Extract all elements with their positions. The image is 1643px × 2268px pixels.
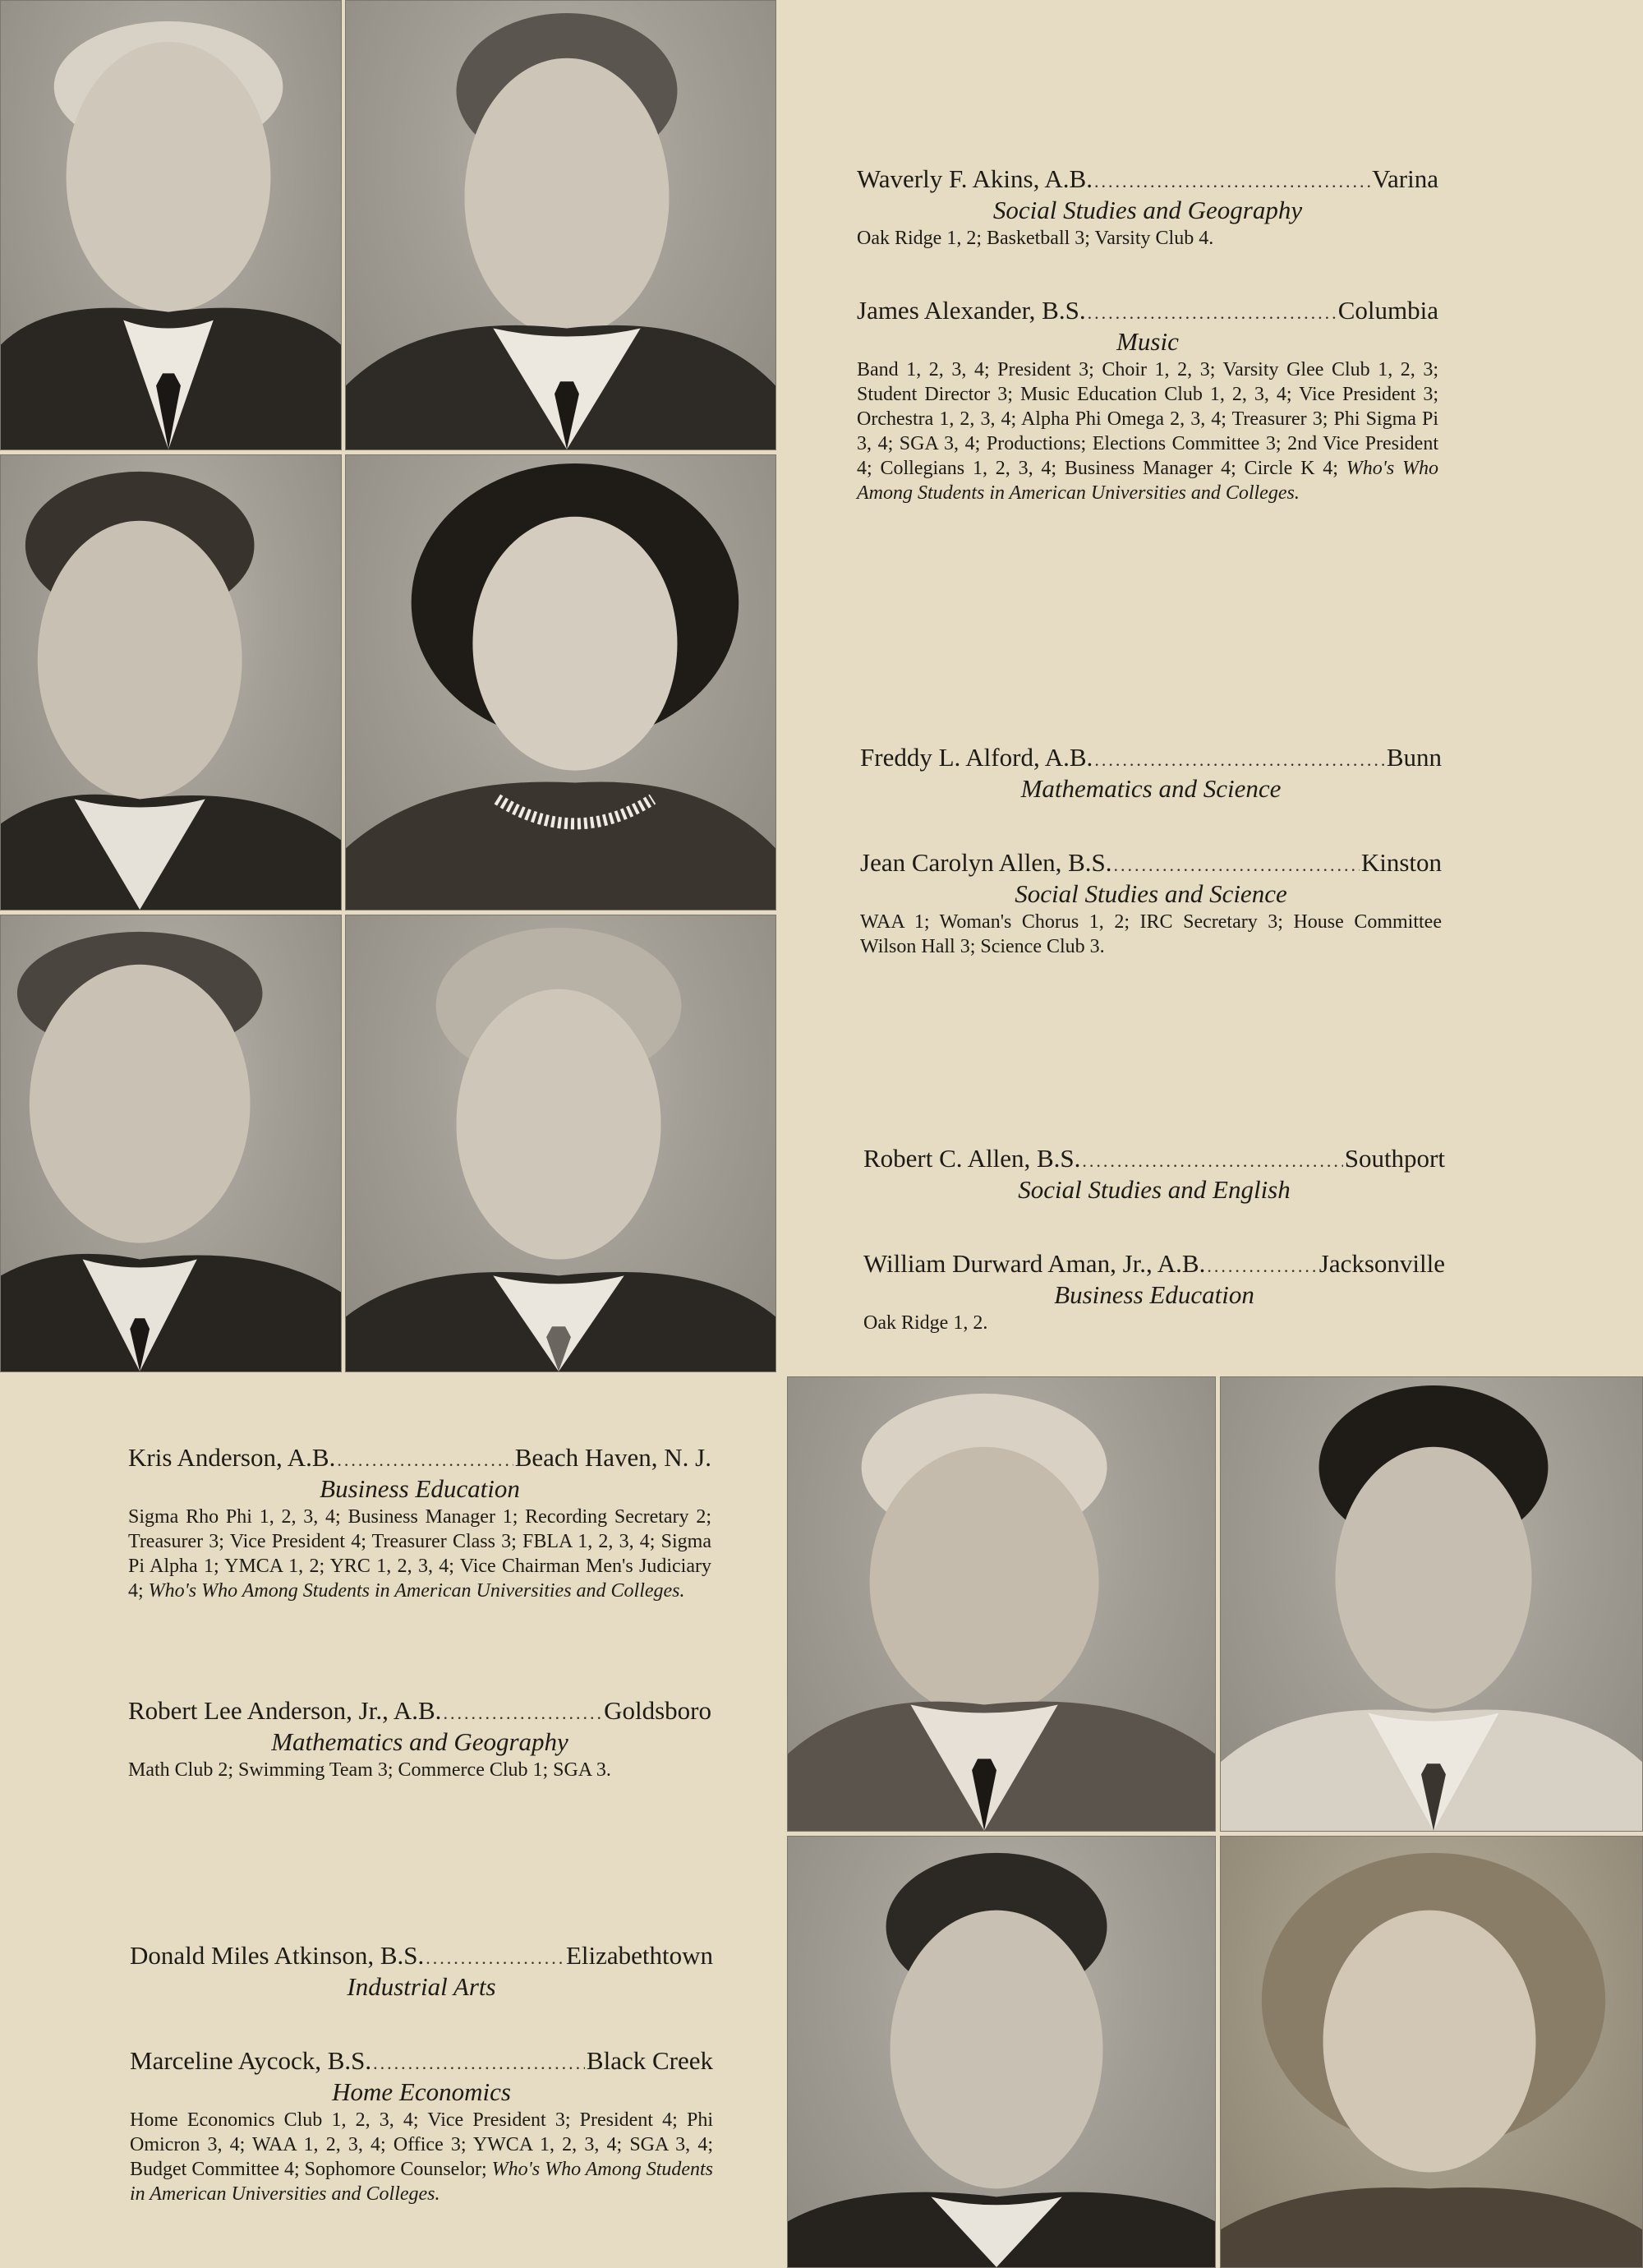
honor-text: Who's Who Among Students in American Universities and Colleges. — [130, 2159, 714, 2205]
dot-leader — [1088, 298, 1337, 328]
portrait-photo-icon — [1221, 1837, 1642, 2267]
student-major: Social Studies and English — [1018, 1175, 1291, 1204]
portrait-photo-aman — [345, 915, 776, 1372]
student-hometown: Columbia — [1337, 296, 1438, 325]
entry-alford — [860, 743, 1442, 803]
student-major: Social Studies and Geography — [992, 196, 1303, 224]
student-name: Kris Anderson, A.B. — [128, 1443, 336, 1472]
activities-text: Home Economics Club 1, 2, 3, 4; Vice President 3; President 4; Phi Omicron 3, 4; WAA 1, 2, 3, 4; Office 3; YWCA 1, 2, 3, 4; SGA 3, 4; Budget Committee 4; Sophomore Counselor; — [130, 2109, 713, 2180]
student-hometown: Kinston — [1360, 848, 1442, 877]
student-activities: Math Club 2; Swimming Team 3; Commerce Club 1; SGA 3. — [128, 1759, 611, 1781]
student-hometown: Southport — [1344, 1144, 1445, 1173]
entry-headline — [860, 848, 1442, 880]
dot-leader — [337, 1445, 513, 1475]
portrait-photo-icon — [788, 1377, 1215, 1831]
student-name: Jean Carolyn Allen, B.S. — [860, 848, 1112, 877]
portrait-photo-atkinson — [787, 1836, 1216, 2268]
portrait-photo-icon — [346, 455, 775, 910]
entry-headline — [130, 2046, 713, 2078]
student-name: Marceline Aycock, B.S. — [130, 2046, 372, 2075]
entry-aycock — [130, 2046, 713, 2206]
portrait-photo-akins — [0, 0, 342, 450]
student-major: Business Education — [320, 1474, 520, 1503]
entry-headline — [128, 1443, 711, 1475]
portrait-photo-icon — [1, 455, 341, 910]
dot-leader — [1082, 1146, 1342, 1176]
entry-robert-lee-anderson — [128, 1696, 711, 1782]
entry-headline — [863, 1249, 1445, 1281]
student-hometown: Elizabethtown — [565, 1941, 713, 1970]
entry-headline — [863, 1144, 1445, 1176]
student-hometown: Beach Haven, N. J. — [514, 1443, 711, 1472]
student-major: Music — [1116, 327, 1179, 356]
dot-leader — [1114, 850, 1360, 880]
entry-headline — [128, 1696, 711, 1728]
portrait-photo-icon — [788, 1837, 1215, 2267]
student-activities: Oak Ridge 1, 2; Basketball 3; Varsity Club 4. — [857, 228, 1214, 249]
student-major: Home Economics — [332, 2077, 511, 2106]
portrait-photo-icon — [346, 1, 775, 449]
portrait-photo-alford — [0, 454, 342, 910]
portrait-photo-aycock — [1220, 1836, 1643, 2268]
student-hometown: Black Creek — [586, 2046, 713, 2075]
honor-text: Who's Who Among Students in American Universities and Colleges. — [857, 458, 1439, 504]
entry-kris-anderson — [128, 1443, 711, 1603]
entry-robert-c-allen — [863, 1144, 1445, 1204]
dot-leader — [373, 2049, 585, 2078]
student-major: Social Studies and Science — [1015, 879, 1287, 908]
entry-alexander — [857, 296, 1438, 505]
student-name: James Alexander, B.S. — [857, 296, 1086, 325]
student-activities: WAA 1; Woman's Chorus 1, 2; IRC Secretary 3; House Committee Wilson Hall 3; Science Club 3. — [860, 911, 1442, 957]
activities-text: Band 1, 2, 3, 4; President 3; Choir 1, 2, 3; Varsity Glee Club 1, 2, 3; Student Director 3; Music Education Club 1, 2, 3, 4; Vice President 3; Orchestra 1, 2, 3, 4; Alpha Phi Omega 2, 3, 4; Treasurer 3; Phi Sigma Pi 3, 4; SGA 3, 4; Productions; Elections Committee 3; 2nd Vice President 4; Collegians 1, 2, 3, 4; Business Manager 4; Circle K 4; — [857, 359, 1438, 479]
dot-leader — [443, 1699, 602, 1728]
student-hometown: Jacksonville — [1319, 1249, 1445, 1278]
dot-leader — [426, 1943, 564, 1973]
student-activities — [857, 357, 1438, 505]
portrait-photo-alexander — [345, 0, 776, 450]
student-major: Mathematics and Geography — [271, 1727, 568, 1756]
student-name: Waverly F. Akins, A.B. — [857, 164, 1093, 193]
entry-headline — [857, 164, 1438, 196]
student-hometown: Goldsboro — [604, 1696, 711, 1725]
student-name: Robert C. Allen, B.S. — [863, 1144, 1081, 1173]
portrait-photo-icon — [1, 915, 341, 1371]
portrait-photo-icon — [1221, 1377, 1642, 1831]
student-name: Robert Lee Anderson, Jr., A.B. — [128, 1696, 442, 1725]
student-major: Mathematics and Science — [1020, 774, 1282, 803]
student-name: Donald Miles Atkinson, B.S. — [130, 1941, 425, 1970]
entry-aman — [863, 1249, 1445, 1335]
dot-leader — [1207, 1252, 1317, 1281]
portrait-photo-robert-allen — [0, 915, 342, 1372]
dot-leader — [1094, 745, 1385, 775]
student-hometown: Bunn — [1386, 743, 1442, 772]
student-activities — [130, 2108, 713, 2206]
student-name: William Durward Aman, Jr., A.B. — [863, 1249, 1206, 1278]
student-major: Business Education — [1054, 1280, 1254, 1309]
entry-akins — [857, 164, 1438, 251]
portrait-photo-icon — [1, 1, 341, 449]
entry-jean-allen — [860, 848, 1442, 959]
portrait-photo-jean-allen — [345, 454, 776, 910]
entry-atkinson — [130, 1941, 713, 2001]
honor-text: Who's Who Among Students in American Universities and Colleges. — [148, 1580, 685, 1602]
portrait-photo-robert-lee-anderson — [1220, 1376, 1643, 1832]
entry-headline — [130, 1941, 713, 1973]
dot-leader — [1094, 167, 1370, 196]
student-hometown: Varina — [1372, 164, 1438, 193]
portrait-photo-kris-anderson — [787, 1376, 1216, 1832]
student-name: Freddy L. Alford, A.B. — [860, 743, 1093, 772]
student-major: Industrial Arts — [347, 1972, 496, 2001]
entry-headline — [860, 743, 1442, 775]
activities-text: Sigma Rho Phi 1, 2, 3, 4; Business Manager 1; Recording Secretary 2; Treasurer 3; Vice President 4; Treasurer Class 3; FBLA 1, 2, 3, 4; Sigma Pi Alpha 1; YMCA 1, 2; YRC 1, 2, 3, 4; Vice Chairman Men's Judiciary 4; — [128, 1506, 711, 1602]
student-activities: Oak Ridge 1, 2. — [863, 1312, 988, 1334]
portrait-photo-icon — [346, 915, 775, 1371]
student-activities — [128, 1505, 711, 1603]
entry-headline — [857, 296, 1438, 328]
